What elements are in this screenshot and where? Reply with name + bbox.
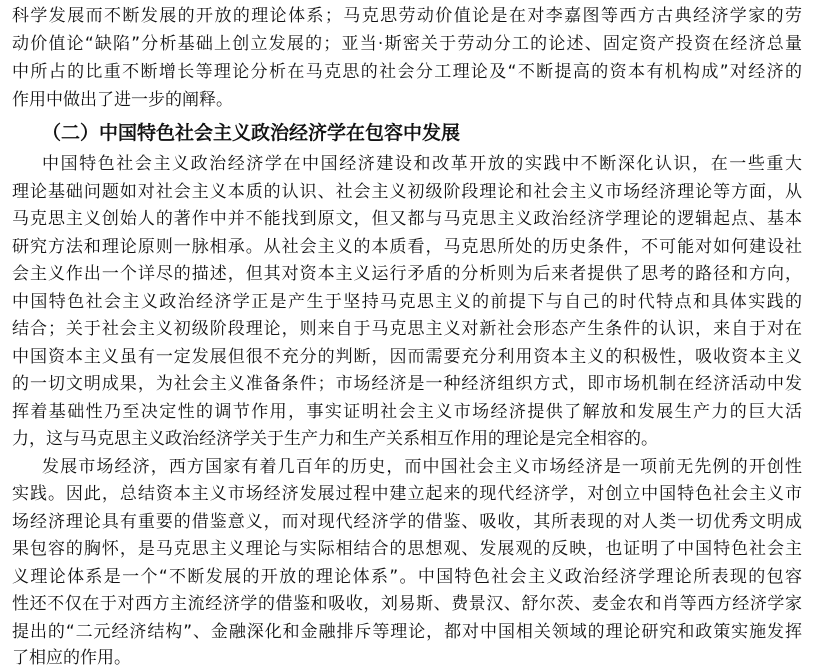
paragraph-line: 挥着基础性乃至决定性的调节作用，事实证明社会主义市场经济提供了解放和发展生产力的巨大活 [12,402,802,422]
paragraph-line: 果包容的胸怀，是马克思主义理论与实际相结合的思想观、发展观的反映，也证明了中国特色社会主 [12,539,802,559]
paragraph-line: 结合；关于社会主义初级阶段理论，则来自于马克思主义对新社会形态产生条件的认识，来自于对在 [12,319,802,339]
paragraph-line: 中国特色社会主义政治经济学在中国经济建设和改革开放的实践中不断深化认识，在一些重大 [42,154,802,174]
paragraph-line: 性还不仅在于对西方主流经济学的借鉴和吸收，刘易斯、费景汉、舒尔茨、麦金农和肖等西方经济学家 [12,594,802,614]
paragraph-line: 场经济理论具有重要的借鉴意义，而对现代经济学的借鉴、吸收，其所表现的对人类一切优秀文明成 [12,512,802,532]
paragraph-line: 实践。因此，总结资本主义市场经济发展过程中建立起来的现代经济学，对创立中国特色社会主义市 [12,484,802,504]
intro-line: 作用中做出了进一步的阐释。 [12,90,233,110]
paragraph-line: 提出的“二元经济结构”、金融深化和金融排斥等理论，都对中国相关领域的理论研究和政策实施发挥 [12,622,802,642]
section-heading: （二）中国特色社会主义政治经济学在包容中发展 [42,122,461,144]
paragraph-line: 理论基础问题如对社会主义本质的认识、社会主义初级阶段理论和社会主义市场经济理论等方面，从 [12,182,802,202]
paragraph-line: 研究方法和理论原则一脉相承。从社会主义的本质看，马克思所处的历史条件，不可能对如何建设社 [12,237,802,257]
paragraph-line: 义理论体系是一个“不断发展的开放的理论体系”。中国特色社会主义政治经济学理论所表现的包容 [12,567,802,587]
paragraph-line: 力，这与马克思主义政治经济学关于生产力和生产关系相互作用的理论是完全相容的。 [12,429,658,449]
paragraph-line: 中国资本主义虽有一定发展但很不充分的判断，因而需要充分利用资本主义的积极性，吸收资本主义 [12,347,802,367]
paragraph-line: 了相应的作用。 [12,648,131,668]
intro-line: 中所占的比重不断增长等理论分析在马克思的社会分工理论及“不断提高的资本有机构成”对经济的 [12,62,802,82]
paragraph-line: 会主义作出一个详尽的描述，但其对资本主义运行矛盾的分析则为后来者提供了思考的路径和方向， [12,264,802,284]
intro-line: 动价值论“缺陷”分析基础上创立发展的；亚当·斯密关于劳动分工的论述、固定资产投资在经济总量 [12,34,802,54]
paragraph-line: 中国特色社会主义政治经济学正是产生于坚持马克思主义的前提下与自己的时代特点和具体实践的 [12,292,802,312]
intro-line: 科学发展而不断发展的开放的理论体系；马克思劳动价值论是在对李嘉图等西方古典经济学家的劳 [12,6,802,26]
paragraph-line: 发展市场经济，西方国家有着几百年的历史，而中国社会主义市场经济是一项前无先例的开创性 [42,457,802,477]
paragraph-line: 马克思主义创始人的著作中并不能找到原文，但又都与马克思主义政治经济学理论的逻辑起点、基本 [12,209,802,229]
paragraph-line: 的一切文明成果，为社会主义准备条件；市场经济是一种经济组织方式，即市场机制在经济活动中发 [12,374,802,394]
